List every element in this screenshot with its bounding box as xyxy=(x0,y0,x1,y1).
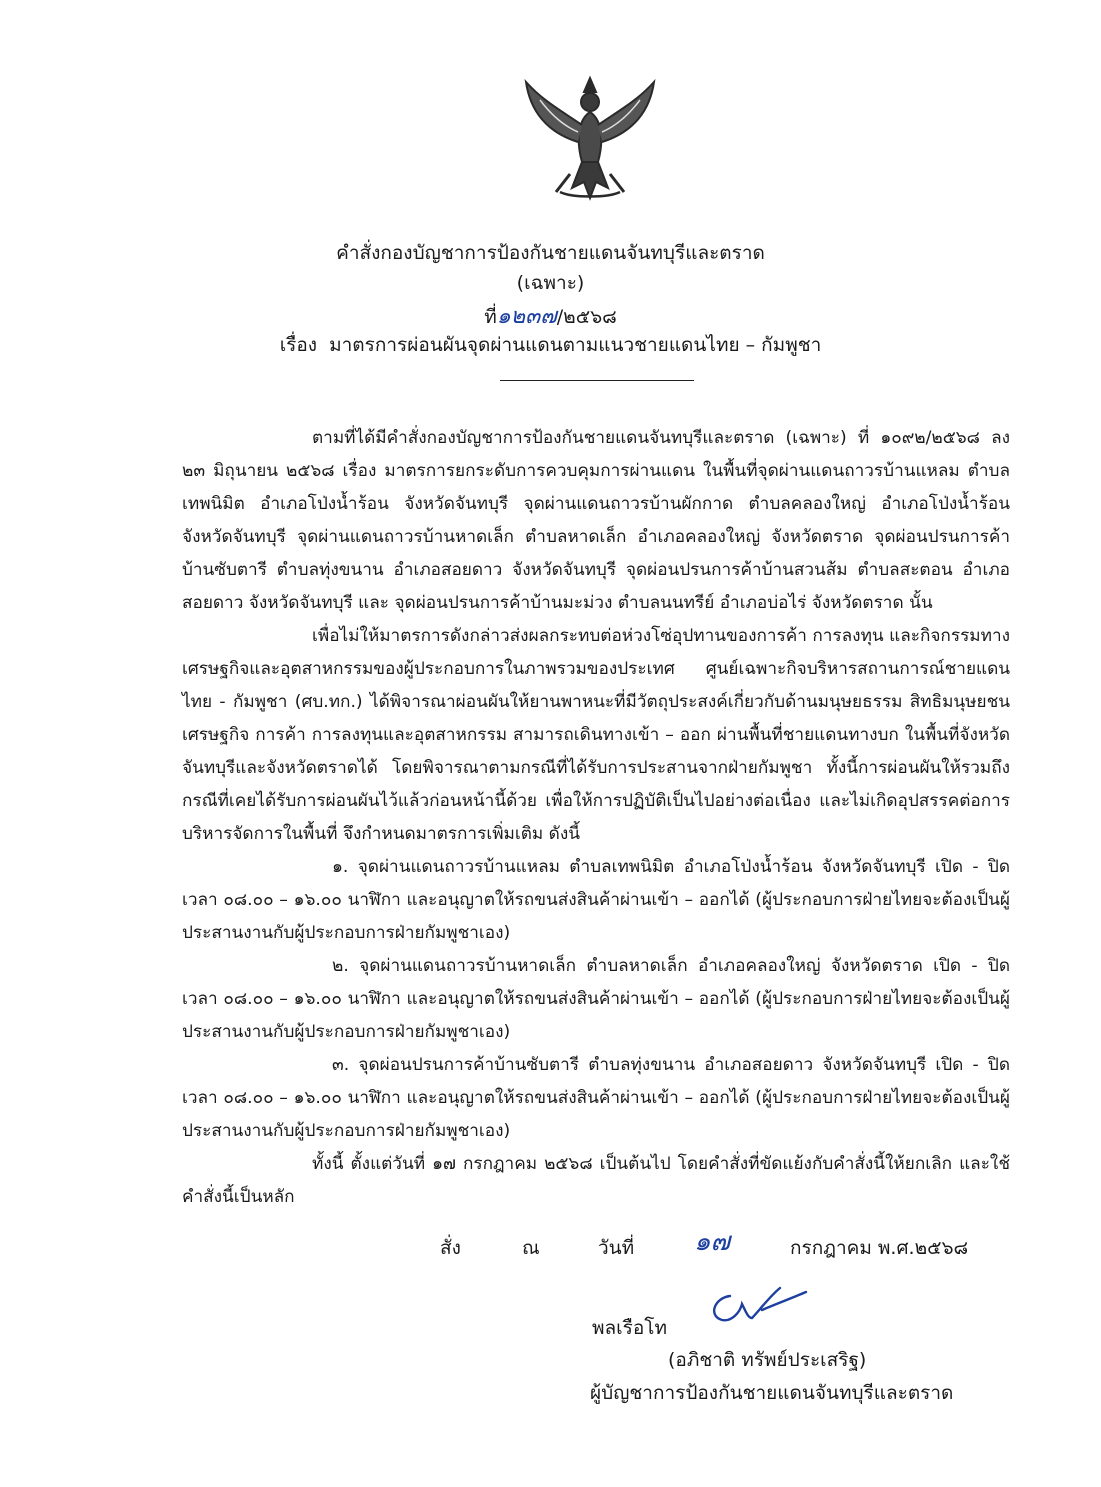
date-word: วันที่ xyxy=(598,1237,635,1259)
paragraph-purpose: เพื่อไม่ให้มาตรการดังกล่าวส่งผลกระทบต่อห่วงโซ่อุปทานของการค้า การลงทุน และกิจกรรมทางเศรษฐกิจและอุตสาหกรรมของผู้ประกอบการในภาพรวมของประเทศ ศูนย์เฉพาะกิจบริหารสถานการณ์ชายแดนไทย - กัมพูชา (ศบ.ทก.) ได้พิจารณาผ่อนผันให้ยานพาหนะที่มีวัตถุประสงค์เกี่ยวกับด้านมนุษยธรรม สิทธิมนุษยชน เศรษฐกิจ การค้า การลงทุนและอุตสาหกรรม สามารถเดินทางเข้า – ออก ผ่านพื้นที่ชายแดนทางบก ในพื้นที่จังหวัดจันทบุรีและจังหวัดตราดได้ โดยพิจารณาตามกรณีที่ได้รับการประสานจากฝ่ายกัมพูชา ทั้งนี้การผ่อนผันให้รวมถึงกรณีที่เคยได้รับการผ่อนผันไว้แล้วก่อนหน้านี้ด้วย เพื่อให้การปฏิบัติเป็นไปอย่างต่อเนื่อง และไม่เกิดอุปสรรคต่อการบริหารจัดการในพื้นที่ จึงกำหนดมาตรการเพิ่มเติม ดังนี้ xyxy=(182,626,1011,844)
order-number xyxy=(0,298,1101,333)
order-number-prefix: ที่ xyxy=(484,306,497,328)
order-subject xyxy=(0,330,1101,360)
order-number-suffix: /๒๕๖๘ xyxy=(556,306,617,328)
header-divider xyxy=(500,380,694,381)
paragraph-reference: ตามที่ได้มีคำสั่งกองบัญชาการป้องกันชายแดนจันทบุรีและตราด (เฉพาะ) ที่ ๑๐๙๒/๒๕๖๘ ลง ๒๓ มิถุนายน ๒๕๖๘ เรื่อง มาตรการยกระดับการควบคุมการผ่านแดน ในพื้นที่จุดผ่านแดนถาวรบ้านแหลม ตำบลเทพนิมิต อำเภอโป่งน้ำร้อน จังหวัดจันทบุรี จุดผ่านแดนถาวรบ้านผักกาด ตำบลคลองใหญ่ อำเภอโป่งน้ำร้อน จังหวัดจันทบุรี จุดผ่านแดนถาวรบ้านหาดเล็ก ตำบลหาดเล็ก อำเภอคลองใหญ่ จังหวัดตราด จุดผ่อนปรนการค้าบ้านซับตารี ตำบลทุ่งขนาน อำเภอสอยดาว จังหวัดจันทบุรี จุดผ่อนปรนการค้าบ้านสวนส้ม ตำบลสะตอน อำเภอสอยดาว จังหวัดจันทบุรี และ จุดผ่อนปรนการค้าบ้านมะม่วง ตำบลนนทรีย์ อำเภอบ่อไร่ จังหวัดตราด นั้น xyxy=(182,428,1010,613)
signer-position: ผู้บัญชาการป้องกันชายแดนจันทบุรีและตราด xyxy=(590,1382,954,1404)
list-item-ban-sap-tari: ๓. จุดผ่อนปรนการค้าบ้านซับตารี ตำบลทุ่งขนาน อำเภอสอยดาว จังหวัดจันทบุรี เปิด - ปิด เวลา ๐๘.๐๐ – ๑๖.๐๐ นาฬิกา และอนุญาตให้รถขนส่งสินค้าผ่านเข้า – ออกได้ (ผู้ประกอบการฝ่ายไทยจะต้องเป็นผู้ประสานงานกับผู้ประกอบการฝ่ายกัมพูชาเอง) xyxy=(182,1055,1010,1141)
order-title: คำสั่งกองบัญชาการป้องกันชายแดนจันทบุรีและตราด xyxy=(336,242,765,264)
day-handwritten: ๑๗ xyxy=(694,1227,731,1257)
document-body xyxy=(182,422,1010,1214)
handwritten-signature-icon xyxy=(700,1282,810,1330)
order-subtitle: (เฉพาะ) xyxy=(516,272,585,294)
month-year: กรกฎาคม พ.ศ.๒๕๖๘ xyxy=(790,1237,969,1259)
at-word: ณ xyxy=(522,1237,540,1259)
subject-text: มาตรการผ่อนผันจุดผ่านแดนตามแนวชายแดนไทย – กัมพูชา xyxy=(329,334,822,356)
list-item-ban-hat-lek: ๒. จุดผ่านแดนถาวรบ้านหาดเล็ก ตำบลหาดเล็ก อำเภอคลองใหญ่ จังหวัดตราด เปิด - ปิด เวลา ๐๘.๐๐ – ๑๖.๐๐ นาฬิกา และอนุญาตให้รถขนส่งสินค้าผ่านเข้า – ออกได้ (ผู้ประกอบการฝ่ายไทยจะต้องเป็นผู้ประสานงานกับผู้ประกอบการฝ่ายกัมพูชาเอง) xyxy=(182,956,1010,1042)
list-item-ban-laem: ๑. จุดผ่านแดนถาวรบ้านแหลม ตำบลเทพนิมิต อำเภอโป่งน้ำร้อน จังหวัดจันทบุรี เปิด - ปิด เวลา ๐๘.๐๐ – ๑๖.๐๐ นาฬิกา และอนุญาตให้รถขนส่งสินค้าผ่านเข้า – ออกได้ (ผู้ประกอบการฝ่ายไทยจะต้องเป็นผู้ประสานงานกับผู้ประกอบการฝ่ายกัมพูชาเอง) xyxy=(182,857,1010,943)
signer-rank: พลเรือโท xyxy=(592,1317,668,1339)
order-number-handwritten: ๑๒๓๗ xyxy=(496,304,557,329)
order-word: สั่ง xyxy=(440,1237,461,1259)
signer-name: (อภิชาติ ทรัพย์ประเสริฐ) xyxy=(668,1349,867,1371)
subject-label: เรื่อง xyxy=(279,334,318,356)
paragraph-effective-date: ทั้งนี้ ตั้งแต่วันที่ ๑๗ กรกฎาคม ๒๕๖๘ เป็นต้นไป โดยคำสั่งที่ขัดแย้งกับคำสั่งนี้ให้ยกเลิก และใช้คำสั่งนี้เป็นหลัก xyxy=(182,1154,1010,1207)
garuda-emblem-icon xyxy=(520,70,660,210)
